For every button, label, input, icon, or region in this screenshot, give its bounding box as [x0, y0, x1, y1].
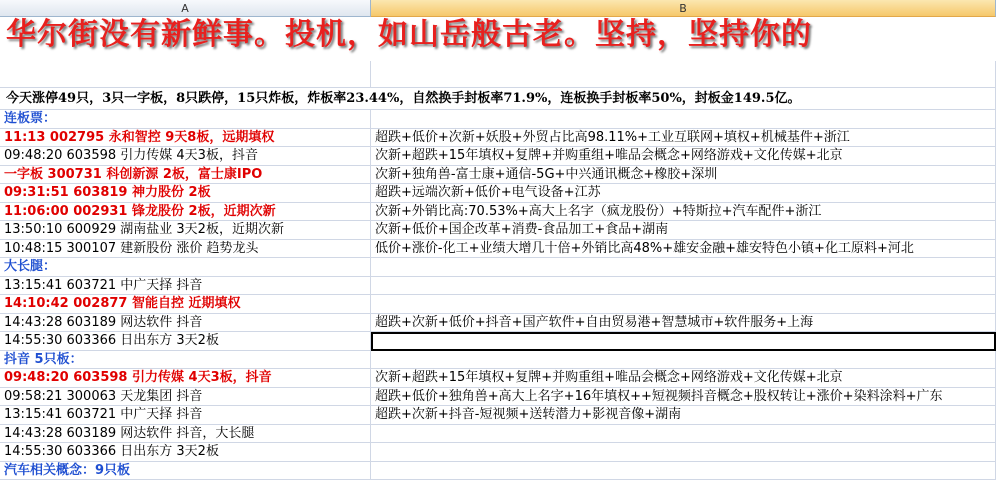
table-row	[0, 258, 996, 277]
cell-a[interactable]: 11:06:00 002931 锋龙股份 2板，近期次新	[0, 203, 371, 222]
cell-a[interactable]: 大长腿：	[0, 258, 371, 277]
table-row	[0, 332, 996, 351]
table-row	[0, 110, 996, 129]
banner-text[interactable]: 华尔街没有新鲜事。投机，如山岳般古老。坚持，坚持你的	[0, 17, 996, 61]
cell-a[interactable]: 抖音 5只板：	[0, 351, 371, 370]
cell-a[interactable]: 13:50:10 600929 湖南盐业 3天2板，近期次新	[0, 221, 371, 240]
cell-a[interactable]: 09:48:20 603598 引力传媒 4天3板，抖音	[0, 147, 371, 166]
cell-b-blank[interactable]	[371, 61, 996, 88]
cell-a[interactable]: 09:58:21 300063 天龙集团 抖音	[0, 388, 371, 407]
cell-b[interactable]: 次新+低价+国企改革+消费-食品加工+食品+湖南	[371, 221, 996, 240]
summary-row	[0, 88, 996, 110]
table-row	[0, 406, 996, 425]
table-row	[0, 203, 996, 222]
cell-a[interactable]: 汽车相关概念：9只板	[0, 462, 371, 480]
cell-a[interactable]: 10:48:15 300107 建新股份 涨价 趋势龙头	[0, 240, 371, 259]
table-row	[0, 314, 996, 333]
table-row	[0, 147, 996, 166]
table-row	[0, 277, 996, 296]
cell-a[interactable]: 11:13 002795 永和智控 9天8板，远期填权	[0, 129, 371, 148]
table-row	[0, 425, 996, 444]
cell-b[interactable]: 低价+涨价-化工+业绩大增几十倍+外销比高48%+雄安金融+雄安特色小镇+化工原料+河北	[371, 240, 996, 259]
table-row	[0, 443, 996, 462]
cell-a[interactable]: 09:31:51 603819 神力股份 2板	[0, 184, 371, 203]
cell-b[interactable]: 次新+超跌+15年填权+复牌+并购重组+唯品会概念+网络游戏+文化传媒+北京	[371, 147, 996, 166]
banner-row	[0, 17, 996, 61]
summary-text[interactable]: 今天涨停49只，3只一字板，8只跌停，15只炸板，炸板率23.44%，自然换手封板率71.9%，连板换手封板率50%，封板金149.5亿。	[0, 88, 996, 110]
cell-b[interactable]	[371, 332, 996, 351]
cell-a[interactable]: 一字板 300731 科创新源 2板，富士康IPO	[0, 166, 371, 185]
cell-b[interactable]	[371, 425, 996, 444]
cell-a[interactable]: 13:15:41 603721 中广天择 抖音	[0, 277, 371, 296]
cell-b[interactable]	[371, 295, 996, 314]
table-row	[0, 184, 996, 203]
table-row	[0, 240, 996, 259]
table-row	[0, 221, 996, 240]
cell-b[interactable]: 超跌+次新+低价+抖音+国产软件+自由贸易港+智慧城市+软件服务+上海	[371, 314, 996, 333]
table-row	[0, 295, 996, 314]
column-header-b[interactable]: B	[371, 0, 996, 17]
cell-b[interactable]	[371, 277, 996, 296]
cell-a[interactable]: 14:55:30 603366 日出东方 3天2板	[0, 443, 371, 462]
cell-a[interactable]: 14:43:28 603189 网达软件 抖音，大长腿	[0, 425, 371, 444]
cell-a[interactable]: 09:48:20 603598 引力传媒 4天3板，抖音	[0, 369, 371, 388]
cell-b[interactable]: 次新+超跌+15年填权+复牌+并购重组+唯品会概念+网络游戏+文化传媒+北京	[371, 369, 996, 388]
cell-a[interactable]: 14:10:42 002877 智能自控 近期填权	[0, 295, 371, 314]
table-row	[0, 129, 996, 148]
cell-a[interactable]: 14:55:30 603366 日出东方 3天2板	[0, 332, 371, 351]
table-row	[0, 369, 996, 388]
cell-a[interactable]: 14:43:28 603189 网达软件 抖音	[0, 314, 371, 333]
blank-row	[0, 61, 996, 88]
cell-b[interactable]	[371, 462, 996, 480]
cell-b[interactable]: 次新+外销比高:70.53%+高大上名字（疯龙股份）+特斯拉+汽车配件+浙江	[371, 203, 996, 222]
cell-b[interactable]	[371, 351, 996, 370]
cell-b[interactable]: 超跌+低价+独角兽+高大上名字+16年填权++短视频抖音概念+股权转让+涨价+染料涂料+广东	[371, 388, 996, 407]
cell-a[interactable]: 连板票：	[0, 110, 371, 129]
column-header-a[interactable]: A	[0, 0, 371, 17]
cell-b[interactable]	[371, 443, 996, 462]
cell-b[interactable]	[371, 110, 996, 129]
table-row	[0, 462, 996, 480]
cell-b[interactable]: 超跌+远端次新+低价+电气设备+江苏	[371, 184, 996, 203]
cell-a-blank[interactable]	[0, 61, 371, 88]
cell-a[interactable]: 13:15:41 603721 中广天择 抖音	[0, 406, 371, 425]
cell-b[interactable]: 超跌+次新+抖音-短视频+送转潜力+影视音像+湖南	[371, 406, 996, 425]
cell-b[interactable]	[371, 258, 996, 277]
cell-b[interactable]: 次新+独角兽-富士康+通信-5G+中兴通讯概念+橡胶+深圳	[371, 166, 996, 185]
table-row	[0, 388, 996, 407]
table-row	[0, 351, 996, 370]
table-row	[0, 166, 996, 185]
cell-b[interactable]: 超跌+低价+次新+妖股+外贸占比高98.11%+工业互联网+填权+机械基件+浙江	[371, 129, 996, 148]
